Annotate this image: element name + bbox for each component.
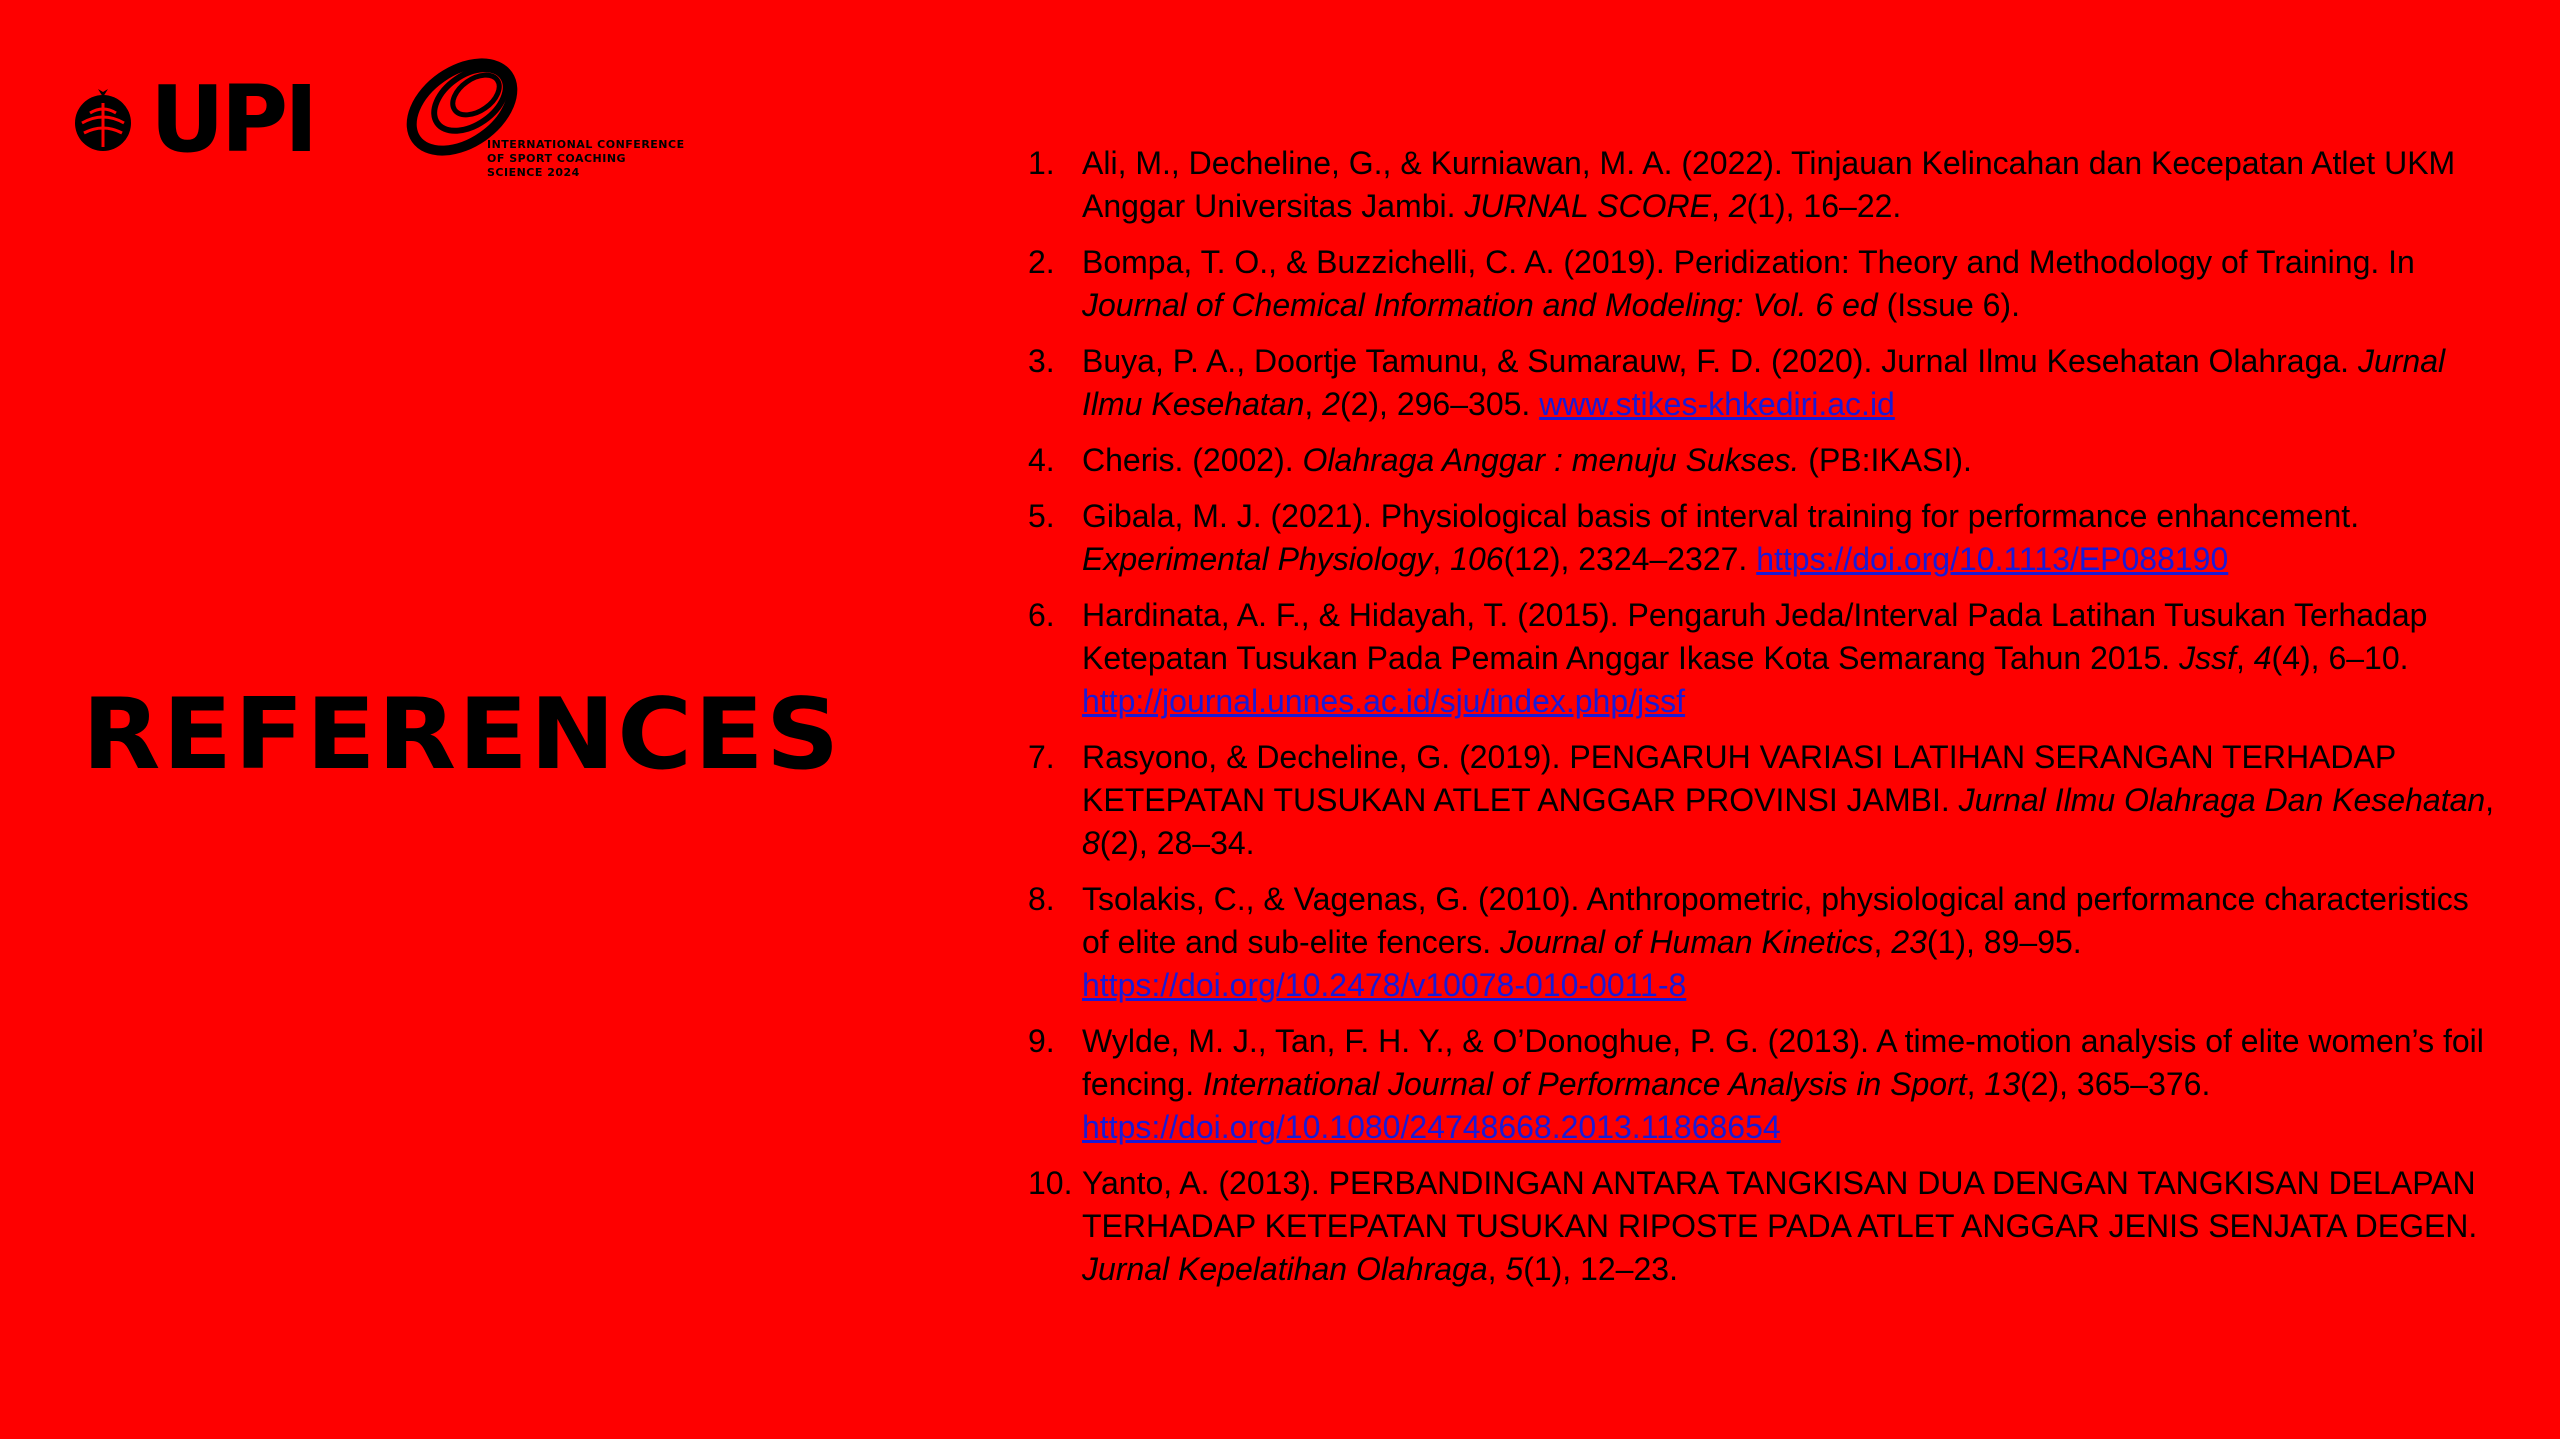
reference-volume: 13 [1984, 1066, 2020, 1102]
reference-number: 2. [1028, 244, 1055, 280]
reference-separator: , [1710, 188, 1729, 224]
reference-text: Wylde, M. J., Tan, F. H. Y., & O’Donoghue, P. G. (2013). A time-motion analysis of elite women’s foil fencing. [1082, 1023, 2484, 1102]
reference-link[interactable]: http://journal.unnes.ac.id/sju/index.php/jssf [1082, 683, 1686, 719]
reference-volume: 2 [1728, 188, 1747, 224]
reference-volume: 8 [1082, 825, 1100, 861]
reference-number: 10. [1028, 1165, 1073, 1201]
reference-separator: , [2485, 782, 2495, 818]
reference-details: (2), 365–376. [2020, 1066, 2211, 1102]
reference-volume: 5 [1505, 1251, 1524, 1287]
reference-source: Jurnal Ilmu Olahraga Dan Kesehatan [1958, 782, 2486, 818]
reference-item [1028, 439, 2498, 482]
reference-source: Jurnal Kepelatihan Olahraga [1082, 1251, 1488, 1287]
reference-details: (Issue 6). [1877, 287, 2020, 323]
reference-item [1028, 1020, 2498, 1149]
reference-separator: , [1487, 1251, 1506, 1287]
reference-text: Rasyono, & Decheline, G. (2019). PENGARUH VARIASI LATIHAN SERANGAN TERHADAP KETEPATAN TUSUKAN ATLET ANGGAR PROVINSI JAMBI. [1082, 739, 2396, 818]
reference-text: Yanto, A. (2013). PERBANDINGAN ANTARA TANGKISAN DUA DENGAN TANGKISAN DELAPAN TERHADAP KETEPATAN TUSUKAN RIPOSTE PADA ATLET ANGGAR JENIS SENJATA DEGEN. [1082, 1165, 2478, 1244]
reference-volume: 106 [1450, 541, 1504, 577]
reference-details: (1), 12–23. [1523, 1251, 1678, 1287]
reference-separator: , [1966, 1066, 1985, 1102]
conference-line: INTERNATIONAL CONFERENCE [487, 138, 685, 151]
reference-details: (2), 296–305. [1339, 386, 1540, 422]
reference-number: 5. [1028, 498, 1055, 534]
reference-volume: 4 [2253, 640, 2272, 676]
reference-source: Experimental Physiology [1082, 541, 1433, 577]
reference-separator: , [2235, 640, 2254, 676]
reference-link[interactable]: https://doi.org/10.1113/EP088190 [1756, 541, 2229, 577]
reference-item [1028, 878, 2498, 1007]
reference-text: Ali, M., Decheline, G., & Kurniawan, M. A. (2022). Tinjauan Kelincahan dan Kecepatan Atlet UKM Anggar Universitas Jambi. [1082, 145, 2456, 224]
reference-details: (12), 2324–2327. [1503, 541, 1757, 577]
conference-name [487, 138, 702, 180]
section-title: REFERENCES [82, 678, 842, 792]
reference-item [1028, 1162, 2498, 1291]
reference-number: 9. [1028, 1023, 1055, 1059]
conference-line: OF SPORT COACHING [487, 152, 627, 165]
reference-source: Jurnal Ilmu Kesehatan [1082, 343, 2446, 422]
reference-text: Bompa, T. O., & Buzzichelli, C. A. (2019). Peridization: Theory and Methodology of Training. In [1082, 244, 2415, 280]
reference-volume: 2 [1322, 386, 1340, 422]
reference-separator: , [1432, 541, 1451, 577]
reference-item [1028, 241, 2498, 327]
reference-item [1028, 594, 2498, 723]
upi-emblem-icon [70, 87, 136, 153]
reference-number: 8. [1028, 881, 1055, 917]
reference-number: 4. [1028, 442, 1055, 478]
reference-source: Jssf [2179, 640, 2236, 676]
reference-volume: 23 [1891, 924, 1927, 960]
reference-details: (PB:IKASI). [1799, 442, 1972, 478]
reference-source: Olahraga Anggar : menuju Sukses. [1302, 442, 1800, 478]
reference-text: Buya, P. A., Doortje Tamunu, & Sumarauw, F. D. (2020). Jurnal Ilmu Kesehatan Olahraga. [1082, 343, 2358, 379]
reference-source: JURNAL SCORE [1464, 188, 1711, 224]
reference-separator: , [1304, 386, 1323, 422]
reference-item [1028, 340, 2498, 426]
reference-text: Gibala, M. J. (2021). Physiological basis of interval training for performance enhancement. [1082, 498, 2360, 534]
reference-number: 7. [1028, 739, 1055, 775]
reference-details: (1), 89–95. [1926, 924, 2082, 960]
reference-number: 1. [1028, 145, 1055, 181]
conference-logo [392, 52, 702, 192]
reference-link[interactable]: www.stikes-khkediri.ac.id [1539, 386, 1895, 422]
reference-item [1028, 142, 2498, 228]
reference-text: Tsolakis, C., & Vagenas, G. (2010). Anthropometric, physiological and performance characteristics of elite and sub-elite fencers. [1082, 881, 2469, 960]
reference-details: (2), 28–34. [1099, 825, 1255, 861]
reference-text: Cheris. (2002). [1082, 442, 1303, 478]
reference-link[interactable]: https://doi.org/10.2478/v10078-010-0011-8 [1082, 967, 1687, 1003]
reference-item [1028, 495, 2498, 581]
reference-source: Journal of Human Kinetics [1500, 924, 1874, 960]
reference-separator: , [1873, 924, 1892, 960]
reference-number: 3. [1028, 343, 1055, 379]
reference-text: Hardinata, A. F., & Hidayah, T. (2015). Pengaruh Jeda/Interval Pada Latihan Tusukan Terhadap Ketepatan Tusukan Pada Pemain Anggar Ikase Kota Semarang Tahun 2015. [1082, 597, 2428, 676]
upi-wordmark: UPI [150, 66, 315, 173]
reference-details: (1), 16–22. [1746, 188, 1902, 224]
reference-source: Journal of Chemical Information and Modeling: Vol. 6 ed [1082, 287, 1878, 323]
conference-line: SCIENCE 2024 [487, 166, 580, 179]
reference-number: 6. [1028, 597, 1055, 633]
reference-link[interactable]: https://doi.org/10.1080/24748668.2013.11868654 [1082, 1109, 1781, 1145]
reference-source: International Journal of Performance Analysis in Sport [1202, 1066, 1967, 1102]
reference-details: (4), 6–10. [2271, 640, 2409, 676]
reference-item [1028, 736, 2498, 865]
upi-logo [70, 66, 315, 173]
reference-list [1028, 142, 2498, 1304]
